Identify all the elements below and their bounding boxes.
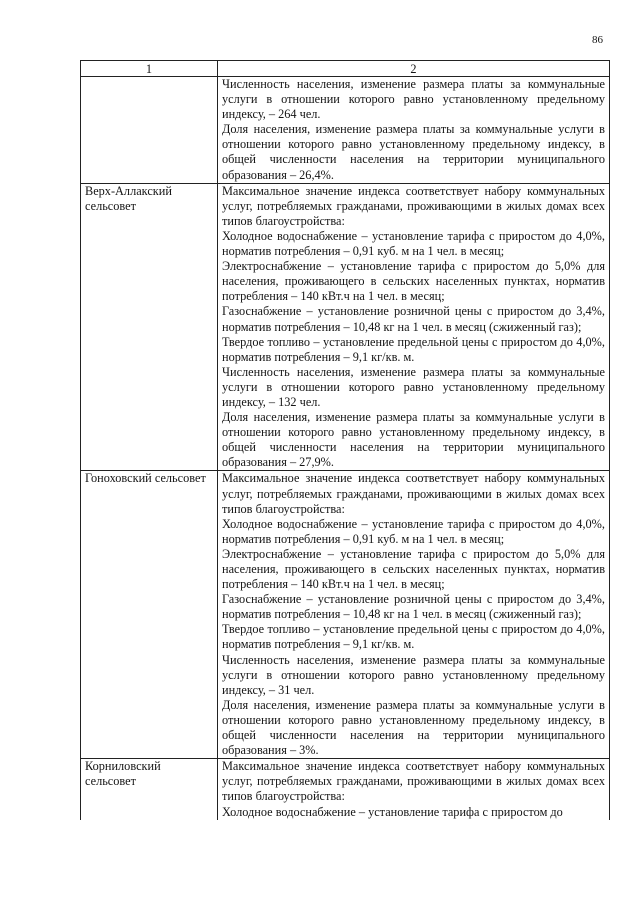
table-row bbox=[81, 77, 610, 184]
paragraph: Численность населения, изменение размера платы за коммунальные услуги в отношении которого равно установленному предельному индексу, – 132 чел. bbox=[222, 364, 605, 409]
paragraph: Газоснабжение – установление розничной цены с приростом до 3,4%, норматив потребления – 10,48 кг на 1 чел. в месяц (сжиженный газ); bbox=[222, 592, 605, 622]
header-cell-1: 1 bbox=[81, 61, 218, 77]
municipality-name bbox=[81, 77, 218, 184]
description-cell bbox=[218, 77, 610, 184]
paragraph: Холодное водоснабжение – установление тарифа с приростом до 4,0%, норматив потребления – 0,91 куб. м на 1 чел. в месяц; bbox=[222, 228, 605, 259]
paragraph: Максимальное значение индекса соответствует набору коммунальных услуг, потребляемых гражданами, проживающими в жилых домах всех типов благоустройства: bbox=[222, 759, 605, 804]
paragraph: Максимальное значение индекса соответствует набору коммунальных услуг, потребляемых гражданами, проживающими в жилых домах всех типов благоустройства: bbox=[222, 183, 605, 228]
description-cell bbox=[218, 183, 610, 471]
description-cell bbox=[218, 471, 610, 759]
table-header-row bbox=[81, 61, 610, 77]
page-number: 86 bbox=[592, 34, 603, 46]
paragraph: Холодное водоснабжение – установление тарифа с приростом до bbox=[222, 804, 563, 819]
municipality-name: Гоноховский сельсовет bbox=[81, 471, 218, 759]
paragraph: Численность населения, изменение размера платы за коммунальные услуги в отношении которого равно установленному предельному индексу, – 31 чел. bbox=[222, 652, 605, 697]
paragraph: Твердое топливо – установление предельной цены с приростом до 4,0%, норматив потребления – 9,1 кг/кв. м. bbox=[222, 622, 605, 652]
paragraph: Численность населения, изменение размера платы за коммунальные услуги в отношении которого равно установленному предельному индексу, – 264 чел. bbox=[222, 77, 605, 122]
table-row bbox=[81, 183, 610, 471]
paragraph: Доля населения, изменение размера платы за коммунальные услуги в отношении которого равно установленному предельному индексу, в общей численности населения на территории муниципального образования – 26,4%. bbox=[222, 122, 605, 182]
table-row bbox=[81, 759, 610, 820]
municipal-index-table bbox=[80, 60, 610, 820]
paragraph: Электроснабжение – установление тарифа с приростом до 5,0% для населения, проживающего в сельских населенных пунктах, норматив потребления – 140 кВт.ч на 1 чел. в месяц; bbox=[222, 259, 605, 304]
description-cell bbox=[218, 759, 610, 820]
paragraph: Максимальное значение индекса соответствует набору коммунальных услуг, потребляемых гражданами, проживающими в жилых домах всех типов благоустройства: bbox=[222, 471, 605, 516]
paragraph: Доля населения, изменение размера платы за коммунальные услуги в отношении которого равно установленному предельному индексу, в общей численности населения на территории муниципального образования – 27,9%. bbox=[222, 410, 605, 470]
paragraph: Твердое топливо – установление предельной цены с приростом до 4,0%, норматив потребления – 9,1 кг/кв. м. bbox=[222, 334, 605, 364]
header-cell-2: 2 bbox=[218, 61, 610, 77]
paragraph: Холодное водоснабжение – установление тарифа с приростом до 4,0%, норматив потребления – 0,91 куб. м на 1 чел. в месяц; bbox=[222, 516, 605, 546]
paragraph: Электроснабжение – установление тарифа с приростом до 5,0% для населения, проживающего в сельских населенных пунктах, норматив потребления – 140 кВт.ч на 1 чел. в месяц; bbox=[222, 546, 605, 592]
municipality-name: Верх-Аллакский сельсовет bbox=[81, 183, 218, 471]
municipality-name: Корниловский сельсовет bbox=[81, 759, 218, 820]
paragraph: Доля населения, изменение размера платы за коммунальные услуги в отношении которого равно установленному предельному индексу, в общей численности населения на территории муниципального образования – 3%. bbox=[222, 697, 605, 758]
table-row bbox=[81, 471, 610, 759]
paragraph: Газоснабжение – установление розничной цены с приростом до 3,4%, норматив потребления – 10,48 кг на 1 чел. в месяц (сжиженный газ); bbox=[222, 304, 605, 334]
